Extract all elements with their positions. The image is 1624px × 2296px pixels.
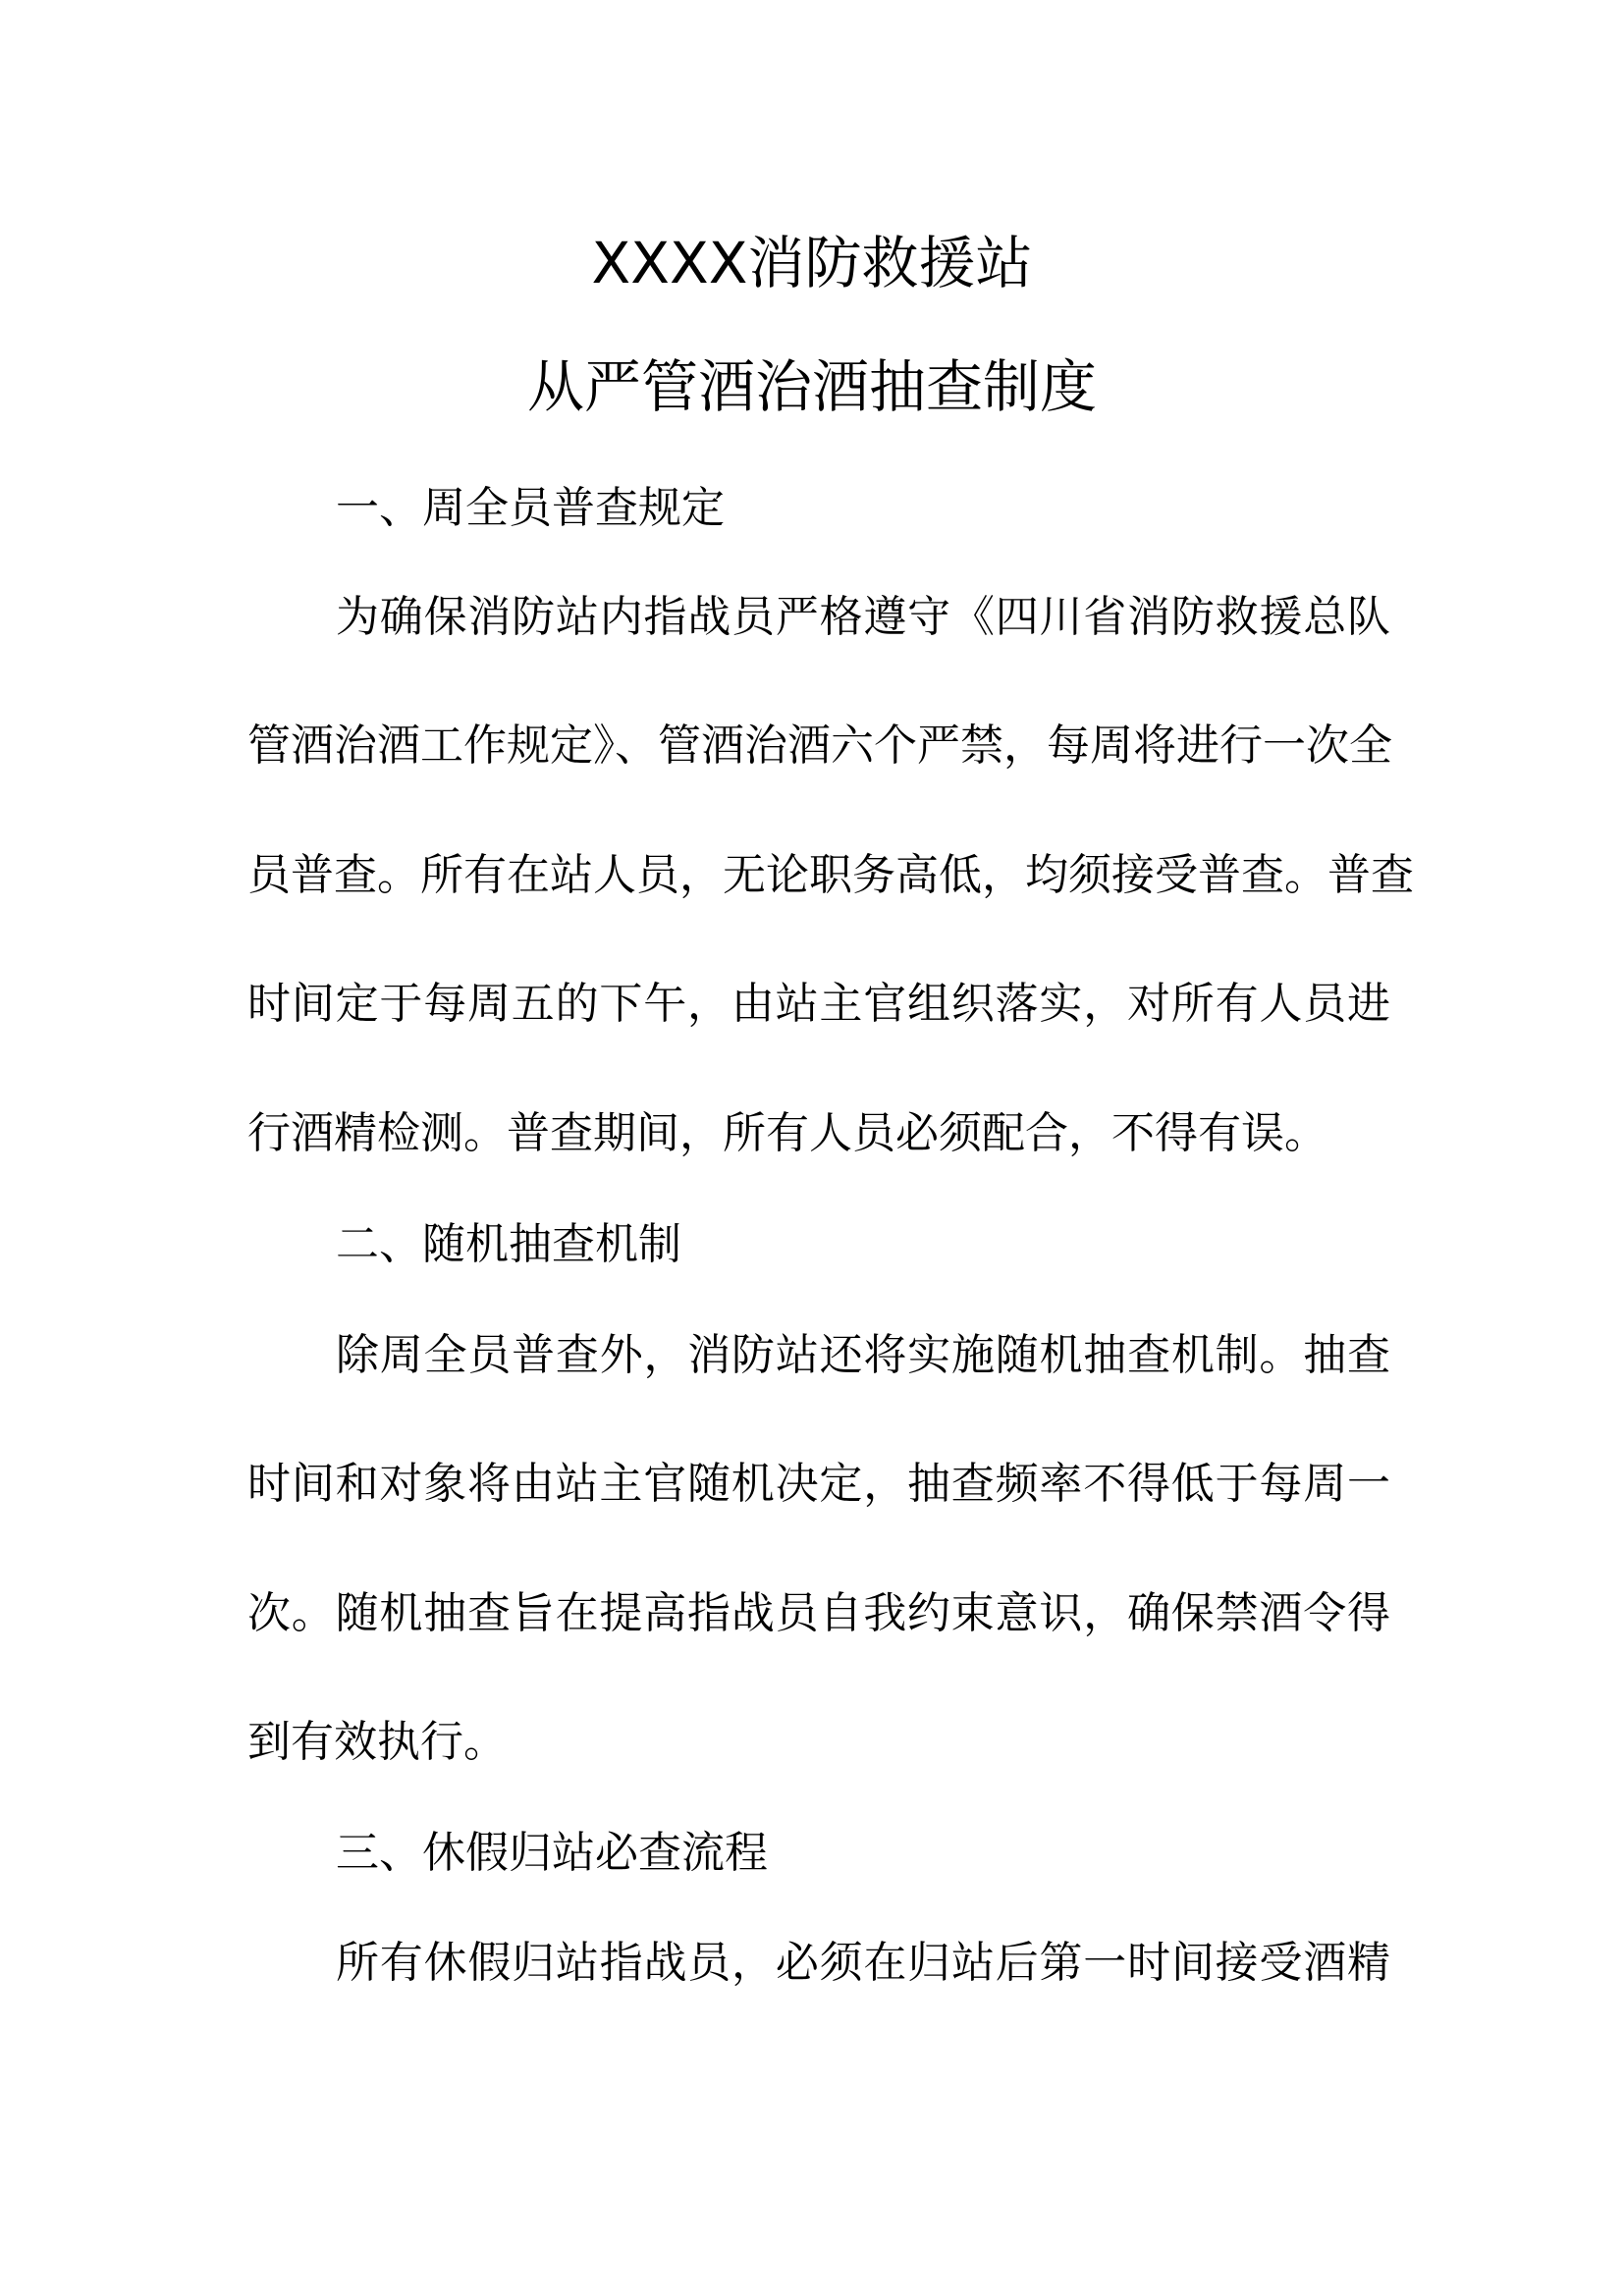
paragraph-line: 行酒精检测。普查期间，所有人员必须配合，不得有误。 (247, 1108, 1327, 1158)
section-heading-3: 三、休假归站必查流程 (336, 1828, 768, 1878)
paragraph-line: 为确保消防站内指战员严格遵守《四川省消防救援总队 (336, 592, 1390, 642)
title-line-2: 从严管酒治酒抽查制度 (526, 353, 1097, 420)
section-heading-1: 一、周全员普查规定 (336, 483, 725, 533)
paragraph-line: 管酒治酒工作规定》、管酒治酒六个严禁，每周将进行一次全 (247, 721, 1392, 771)
paragraph-line: 到有效执行。 (247, 1717, 507, 1767)
title-line-1: XXXX消防救援站 (591, 230, 1033, 296)
paragraph-line: 除周全员普查外，消防站还将实施随机抽查机制。抽查 (336, 1330, 1390, 1380)
paragraph-line: 所有休假归站指战员，必须在归站后第一时间接受酒精 (336, 1938, 1390, 1988)
paragraph-line: 时间和对象将由站主官随机决定，抽查频率不得低于每周一 (247, 1459, 1390, 1509)
paragraph-line: 时间定于每周五的下午，由站主官组织落实，对所有人员进 (247, 979, 1390, 1029)
paragraph-line: 员普查。所有在站人员，无论职务高低，均须接受普查。普查 (247, 850, 1414, 900)
paragraph-line: 次。随机抽查旨在提高指战员自我约束意识，确保禁酒令得 (247, 1588, 1390, 1638)
section-heading-2: 二、随机抽查机制 (336, 1219, 681, 1269)
